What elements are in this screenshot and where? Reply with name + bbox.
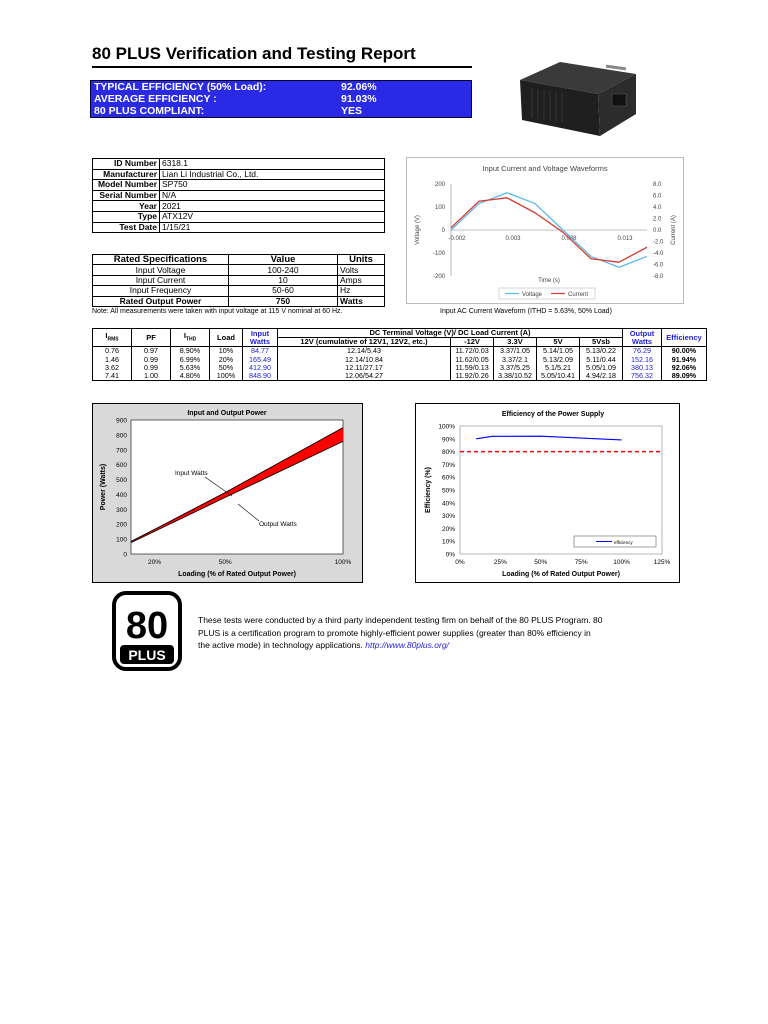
ithd-sub: THD: [185, 336, 197, 343]
output-watts-header: Output Watts: [623, 329, 662, 347]
cell: 5.63%: [171, 364, 210, 372]
y-tick-label: 90%: [441, 436, 455, 444]
summary-label: 80 PLUS COMPLIANT:: [94, 105, 205, 117]
summary-value: YES: [341, 105, 363, 117]
y2-tick-label: -8.0: [653, 274, 664, 280]
cell: 380.13: [623, 364, 662, 372]
spec-unit: Watts: [338, 296, 385, 306]
input-output-power-chart: [93, 404, 362, 582]
summary-box: [90, 80, 472, 118]
cell: 89.09%: [662, 372, 707, 381]
specs-header-row: [93, 255, 385, 265]
cell: 0.76: [93, 347, 132, 356]
80-plus-logo: [112, 591, 182, 671]
y-axis-label: Efficiency (%): [425, 467, 432, 513]
x-tick-label: 50%: [534, 559, 548, 566]
y2-tick-label: -2.0: [653, 239, 664, 246]
y-tick-label: 900: [116, 417, 127, 425]
cell: 10%: [210, 347, 243, 356]
y-tick-label: 30%: [441, 513, 455, 521]
cell: 90.00%: [662, 347, 707, 356]
y-tick-label: -100: [432, 251, 445, 257]
x-axis-label: Loading (% of Rated Output Power): [178, 571, 296, 578]
logo-number: 80: [125, 605, 169, 647]
table-row: [93, 372, 707, 381]
cell: 0.97: [132, 347, 171, 356]
x-tick-label: 20%: [148, 559, 162, 566]
x-tick-label: 50%: [218, 559, 232, 566]
spec-value: 50-60: [229, 286, 338, 296]
x-axis-label: Time (s): [538, 278, 560, 284]
specs-row: [93, 296, 385, 306]
spec-value: 100-240: [229, 265, 338, 275]
info-row: [93, 180, 385, 191]
y-tick-label: 700: [116, 447, 127, 455]
cell: 3.37/1.05: [494, 347, 537, 356]
info-row: [93, 159, 385, 170]
y2-tick-label: -6.0: [653, 262, 664, 269]
pf-header: PF: [132, 329, 171, 347]
rated-specifications-table: [92, 254, 385, 307]
y-tick-label: 300: [116, 506, 127, 514]
cell: 5.11/0.44: [580, 356, 623, 364]
irms-label: I: [105, 330, 108, 340]
y-tick-label: 0: [441, 228, 445, 234]
info-label: Test Date: [93, 222, 160, 233]
x-tick-label: 100%: [334, 559, 352, 566]
y2-tick-label: 2.0: [653, 216, 662, 223]
spec-name: Input Current: [93, 275, 229, 285]
info-value: N/A: [160, 190, 385, 201]
summary-row-average: [91, 93, 471, 105]
plot-area: [460, 426, 662, 554]
x-tick-label: 125%: [653, 559, 671, 566]
x-tick-label: 0.003: [505, 236, 521, 242]
y-tick-label: -200: [432, 274, 445, 280]
info-label: Manufacturer: [93, 169, 160, 180]
description: [198, 614, 603, 652]
cell: 11.59/0.13: [451, 364, 494, 372]
cell: 12.14/10.84: [278, 356, 451, 364]
vneg12-header: -12V: [451, 338, 494, 347]
load-header: Load: [210, 329, 243, 347]
cell: 5.13/2.09: [537, 356, 580, 364]
cell: 3.38/10.52: [494, 372, 537, 381]
power-supply-image: [512, 58, 640, 138]
y-tick-label: 0%: [445, 551, 455, 559]
cell: 91.94%: [662, 356, 707, 364]
ithd-header: [171, 329, 210, 347]
description-text: These tests were conducted by a third party independent testing firm on behalf of the 80 PLUS Program. 80 PLUS is a certification program to promote highly-efficient power supplies (greater than 80% efficiency in the active mode) in technology applications.: [198, 615, 603, 650]
cell: 756.32: [623, 372, 662, 381]
y2-tick-label: 0.0: [653, 228, 662, 234]
y-axis-label: Voltage (V): [415, 215, 421, 245]
efficiency-header: Efficiency: [662, 329, 707, 347]
y-axis-label: Power (Watts): [100, 463, 107, 511]
spec-unit: Amps: [338, 275, 385, 285]
summary-row-compliant: [91, 105, 471, 117]
ithd-label: I: [183, 330, 186, 340]
info-value: 1/15/21: [160, 222, 385, 233]
summary-value: 92.06%: [341, 81, 377, 93]
cell: 1.00: [132, 372, 171, 381]
cell: 848.90: [243, 372, 278, 381]
x-tick-label: -0.002: [448, 236, 466, 242]
info-row: [93, 211, 385, 222]
info-value: 2021: [160, 201, 385, 212]
chart-title: Efficiency of the Power Supply: [501, 411, 605, 418]
cell: 8.90%: [171, 347, 210, 356]
y-tick-label: 100: [434, 205, 445, 211]
x-axis-label: Loading (% of Rated Output Power): [502, 571, 620, 578]
x-tick-label: 100%: [613, 559, 630, 566]
y-tick-label: 400: [116, 491, 127, 499]
chart-title: Input Current and Voltage Waveforms: [482, 164, 608, 173]
cell: 5.05/1.09: [580, 364, 623, 372]
efficiency-chart-frame: [415, 403, 680, 583]
legend-label: Voltage: [522, 292, 543, 298]
measurement-note: Note: All measurements were taken with input voltage at 115 V nominal at 60 Hz.: [92, 308, 343, 315]
cell: 412.90: [243, 364, 278, 372]
title-underline: [92, 66, 472, 68]
y2-tick-label: -4.0: [653, 251, 664, 257]
product-info-table: [92, 158, 385, 233]
y-tick-label: 20%: [441, 525, 455, 533]
cell: 12.06/54.27: [278, 372, 451, 381]
cell: 3.37/5.25: [494, 364, 537, 372]
cell: 50%: [210, 364, 243, 372]
info-row: [93, 190, 385, 201]
cell: 6.99%: [171, 356, 210, 364]
y-tick-label: 0: [123, 551, 127, 559]
info-label: Model Number: [93, 180, 160, 191]
chart-title: Input and Output Power: [187, 410, 267, 417]
spec-name: Input Voltage: [93, 265, 229, 275]
x-tick-label: 25%: [493, 559, 507, 566]
spec-unit: Hz: [338, 286, 385, 296]
spec-name: Rated Output Power: [93, 296, 229, 306]
legend-label: efficiency: [614, 540, 633, 545]
info-value: Lian Li Industrial Co., Ltd.: [160, 169, 385, 180]
info-value: SP750: [160, 180, 385, 191]
spec-value: 750: [229, 296, 338, 306]
info-label: Year: [93, 201, 160, 212]
y-tick-label: 10%: [441, 538, 455, 546]
cell: 12.14/5.43: [278, 347, 451, 356]
cell: 20%: [210, 356, 243, 364]
specs-row: [93, 275, 385, 285]
cell: 100%: [210, 372, 243, 381]
summary-label: AVERAGE EFFICIENCY :: [94, 93, 217, 105]
cell: 3.62: [93, 364, 132, 372]
specs-row: [93, 286, 385, 296]
v12-header: 12V (cumulative of 12V1, 12V2, etc.): [278, 338, 451, 347]
y-tick-label: 60%: [441, 474, 455, 482]
annotation-input-watts: Input Watts: [175, 470, 208, 477]
info-value: 6318.1: [160, 159, 385, 170]
specs-header: Rated Specifications: [93, 255, 229, 265]
input-watts-header: Input Watts: [243, 329, 278, 347]
spec-name: Input Frequency: [93, 286, 229, 296]
info-row: [93, 201, 385, 212]
specs-row: [93, 265, 385, 275]
spec-unit: Volts: [338, 265, 385, 275]
x-tick-label: 0.013: [617, 236, 633, 242]
cell: 152.16: [623, 356, 662, 364]
cell: 76.29: [623, 347, 662, 356]
cell: 0.99: [132, 364, 171, 372]
cell: 4.80%: [171, 372, 210, 381]
waveform-chart-frame: [406, 157, 684, 304]
cell: 5.05/10.41: [537, 372, 580, 381]
info-value: ATX12V: [160, 211, 385, 222]
y-tick-label: 70%: [441, 461, 455, 469]
info-row: [93, 222, 385, 233]
cell: 5.1/5.21: [537, 364, 580, 372]
x-tick-label: 75%: [574, 559, 588, 566]
specs-header: Units: [338, 255, 385, 265]
summary-row-typical: [91, 81, 471, 93]
cell: 12.11/27.17: [278, 364, 451, 372]
logo-word: PLUS: [128, 647, 166, 663]
y-tick-label: 40%: [441, 500, 455, 508]
y-tick-label: 100: [116, 536, 127, 544]
cell: 92.06%: [662, 364, 707, 372]
report-title: 80 PLUS Verification and Testing Report: [92, 44, 416, 63]
dc-group-header: DC Terminal Voltage (V)/ DC Load Current (A): [278, 329, 623, 338]
cell: 5.14/1.05: [537, 347, 580, 356]
cell: 11.62/0.05: [451, 356, 494, 364]
annotation-output-watts: Output Watts: [259, 521, 297, 528]
y-tick-label: 80%: [441, 449, 455, 457]
legend-label: Current: [568, 292, 589, 298]
y2-tick-label: 4.0: [653, 205, 662, 211]
cell: 0.99: [132, 356, 171, 364]
summary-label: TYPICAL EFFICIENCY (50% Load):: [94, 81, 267, 93]
cell: 165.49: [243, 356, 278, 364]
y-tick-label: 200: [116, 521, 127, 529]
cell: 4.94/2.18: [580, 372, 623, 381]
y-tick-label: 50%: [441, 487, 455, 495]
summary-value: 91.03%: [341, 93, 377, 105]
irms-sub: RMS: [107, 336, 119, 343]
cell: 5.13/0.22: [580, 347, 623, 356]
waveform-caption: Input AC Current Waveform (ITHD = 5.63%, 50% Load): [440, 308, 612, 315]
y-tick-label: 600: [116, 462, 127, 470]
v5-header: 5V: [537, 338, 580, 347]
v33-header: 3.3V: [494, 338, 537, 347]
info-label: Serial Number: [93, 190, 160, 201]
v5sb-header: 5Vsb: [580, 338, 623, 347]
y2-tick-label: 8.0: [653, 182, 662, 188]
cell: 11.92/0.26: [451, 372, 494, 381]
cell: 7.41: [93, 372, 132, 381]
power-chart-frame: [92, 403, 363, 583]
info-row: [93, 169, 385, 180]
spec-value: 10: [229, 275, 338, 285]
info-label: Type: [93, 211, 160, 222]
cell: 3.37/2.1: [494, 356, 537, 364]
y-tick-label: 200: [434, 182, 445, 188]
waveform-chart: [407, 158, 683, 303]
cell: 11.72/0.03: [451, 347, 494, 356]
load-test-table: [92, 328, 707, 381]
y-tick-label: 800: [116, 432, 127, 440]
specs-header: Value: [229, 255, 338, 265]
info-label: ID Number: [93, 159, 160, 170]
efficiency-chart: [416, 404, 679, 582]
y-tick-label: 500: [116, 477, 127, 485]
y2-tick-label: 6.0: [653, 193, 662, 200]
cell: 84.77: [243, 347, 278, 356]
80plus-link[interactable]: http://www.80plus.org/: [365, 640, 449, 650]
x-tick-label: 0.008: [561, 236, 577, 242]
y2-axis-label: Current (A): [671, 215, 677, 245]
irms-header: [93, 329, 132, 347]
x-tick-label: 0%: [455, 559, 465, 566]
cell: 1.46: [93, 356, 132, 364]
y-tick-label: 100%: [438, 423, 455, 431]
